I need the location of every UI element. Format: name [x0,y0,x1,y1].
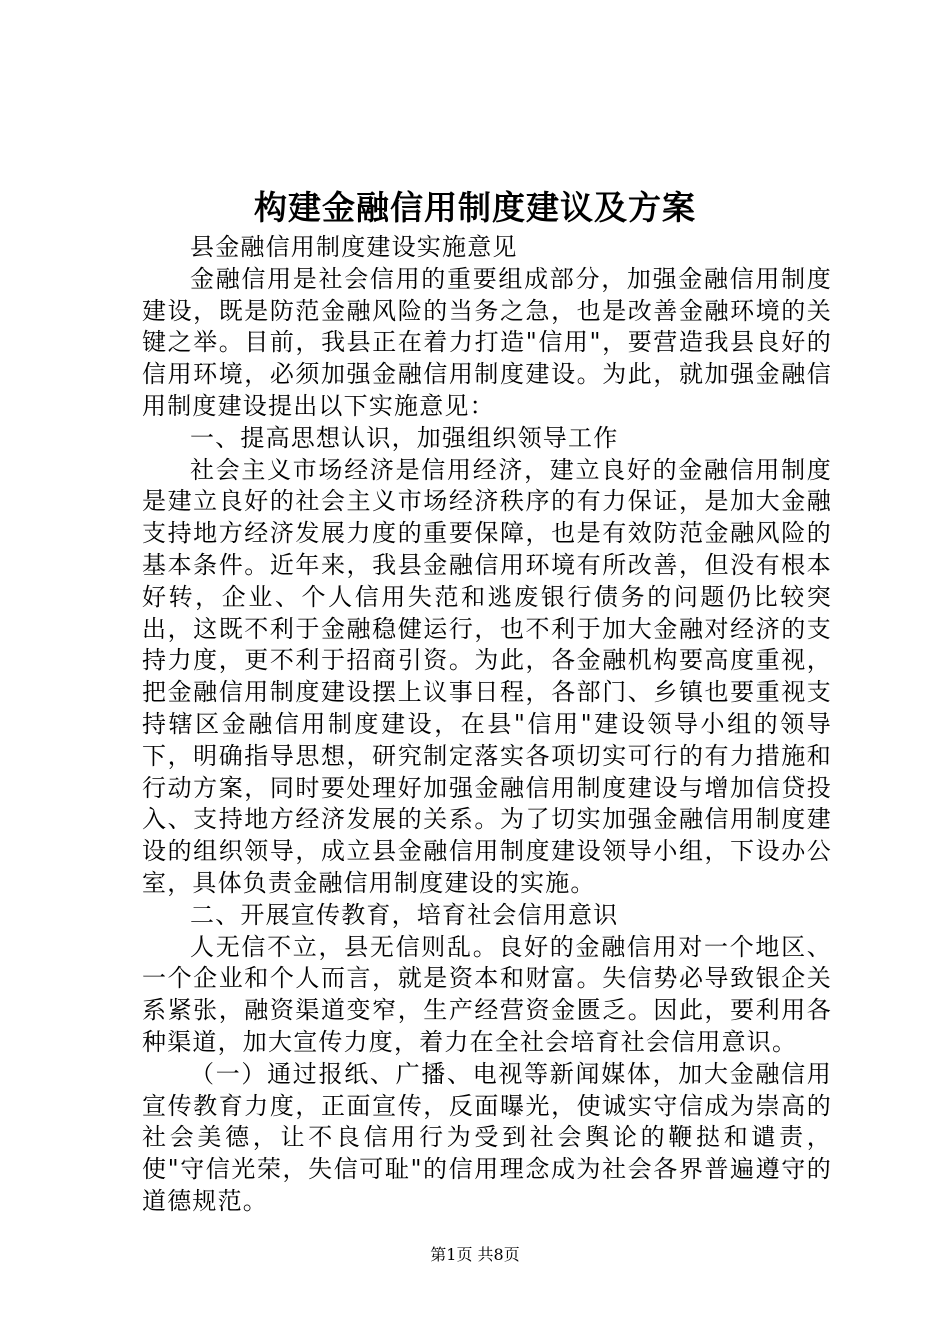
section-heading-2: 二、开展宣传教育，培育社会信用意识 [190,900,619,929]
paragraph-item-1: （一）通过报纸、广播、电视等新闻媒体，加大金融信用宣传教育力度，正面宣传，反面曝光，使诚实守信成为崇高的社会美德，让不良信用行为受到社会舆论的鞭挞和谴责，使"守信光荣，失信可耻"的信用理念成为社会各界普遍遵守的道德规范。 [142,1059,832,1215]
section-heading-1: 一、提高思想认识，加强组织领导工作 [190,423,619,452]
paragraph-section-2: 人无信不立，县无信则乱。良好的金融信用对一个地区、一个企业和个人而言，就是资本和财富。失信势必导致银企关系紧张，融资渠道变窄，生产经营资金匮乏。因此，要利用各种渠道，加大宣传力度，着力在全社会培育社会信用意识。 [142,932,832,1056]
document-title: 构建金融信用制度建议及方案 [254,188,696,227]
paragraph-section-1: 社会主义市场经济是信用经济，建立良好的金融信用制度是建立良好的社会主义市场经济秩序的有力保证，是加大金融支持地方经济发展力度的重要保障，也是有效防范金融风险的基本条件。近年来，我县金融信用环境有所改善，但没有根本好转，企业、个人信用失范和逃废银行债务的问题仍比较突出，这既不利于金融稳健运行，也不利于加大金融对经济的支持力度，更不利于招商引资。为此，各金融机构要高度重视，把金融信用制度建设摆上议事日程，各部门、乡镇也要重视支持辖区金融信用制度建设，在县"信用"建设领导小组的领导下，明确指导思想，研究制定落实各项切实可行的有力措施和行动方案，同时要处理好加强金融信用制度建设与增加信贷投入、支持地方经济发展的关系。为了切实加强金融信用制度建设的组织领导，成立县金融信用制度建设领导小组，下设办公室，具体负责金融信用制度建设的实施。 [142,455,832,897]
paragraph-intro: 金融信用是社会信用的重要组成部分，加强金融信用制度建设，既是防范金融风险的当务之急，也是改善金融环境的关键之举。目前，我县正在着力打造"信用"，要营造我县良好的信用环境，必须加强金融信用制度建设。为此，就加强金融信用制度建设提出以下实施意见： [142,264,832,420]
page-number-footer: 第1页 共8页 [430,1245,520,1264]
document-body [142,232,832,1218]
paragraph-subtitle: 县金融信用制度建设实施意见 [190,233,518,261]
